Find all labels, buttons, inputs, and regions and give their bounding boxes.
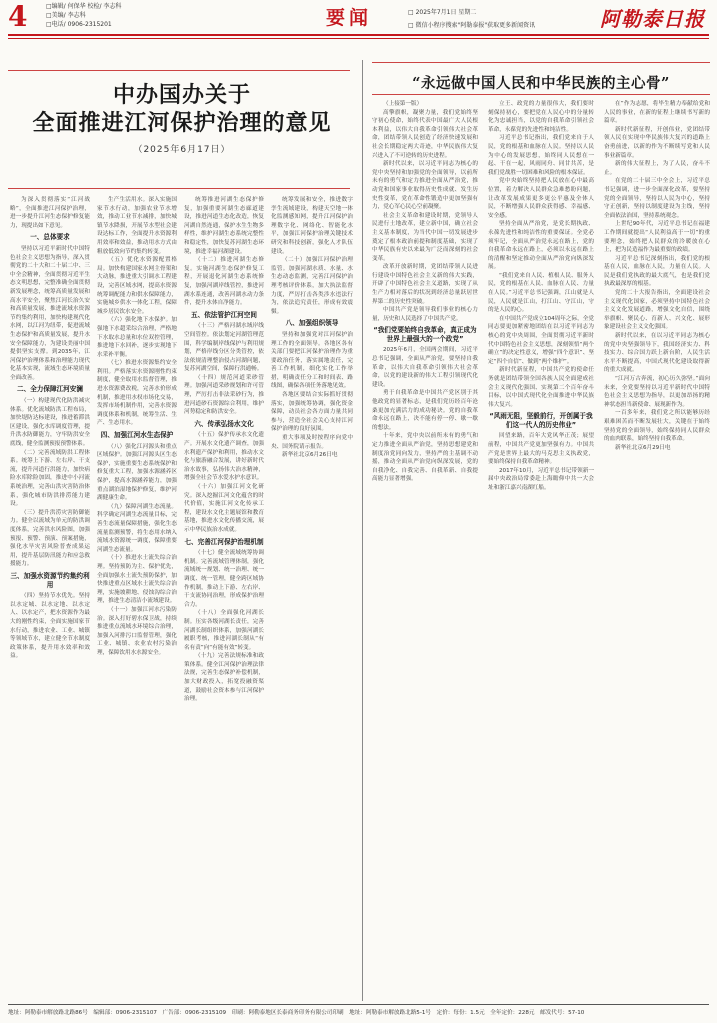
body-paragraph: 新时代以来，以习近平同志为核心的党中央坚持和加强党的全面领导，以前所未有的勇气和定力推进全面从严治党，推动党和国家事业取得历史性成就、发生历史性变革，党在革命性锻造中更加坚强有力，党心军心民心空前凝聚。 bbox=[372, 161, 478, 211]
article-divider bbox=[362, 60, 363, 1001]
body-paragraph: 为深入贯彻落实“江河战略”，全面推进江河保护治理，进一步提升江河生态保护修复能力，现提出如下意见。 bbox=[10, 197, 90, 229]
body-paragraph: 坚持和加强党对江河保护治理工作的全面领导。各地区各有关部门要把江河保护治理作为重要政治任务，落实属地责任，完善工作机制，细化实化工作举措，明确责任分工和时间表、路线图，确保各项任务落地见效。 bbox=[271, 331, 353, 390]
body-paragraph: 上世纪90年代，习近平总书记在福建工作期间就提出“人民利益高于一切”的重要理念，始终把人民群众的冷暖放在心上，把为民造福作为最重要的政绩。 bbox=[604, 221, 710, 254]
phone-line: □电话/ 0906-2315201 bbox=[46, 21, 112, 28]
body-paragraph: 生产生活用水。深入实施国家节水行动，加强农业节水增效，推动工业节水减排，加快城镇节水降损，开展节水型社会建设达标工作，全面提升水资源利用效率和效益，推动用水方式由粗放低效向节约集约转变。 bbox=[97, 197, 177, 255]
body-paragraph: 十年来，党中央以前所未有的勇气和定力推进全面从严治党，坚持思想建党和制度治党同向发力，坚持严的主基调不动摇，推动全面从严治党向纵深发展，党的自我净化、自我完善、自我革新、自我提高能力显著增强。 bbox=[372, 433, 478, 483]
body-paragraph: （七）推进水资源集约安全利用。严格落实水资源刚性约束制度，健全取用水监督管理，推进水资源费改税，完善水价形成机制，推进用水权市场化交易，发挥市场机制作用，完善水资源调度体系和机制，统筹生活、生产、生态用水。 bbox=[97, 360, 177, 427]
body-paragraph: 习近平总书记深刻指出，我们党的根基在人民，血脉在人民，力量在人民。人民是我们党执政的最大底气，也是我们党执政最深厚的根基。 bbox=[604, 255, 710, 288]
body-paragraph: （十六）加强江河文化研究。深入挖掘江河文化蕴含的时代价值，实施江河文化传承工程，建设水文化主题展馆和教育基地，推进水文化传播交流，展示中华民族治水成就。 bbox=[184, 484, 264, 533]
body-paragraph: （十四）规范河道采砂管理。加强河道采砂规划和许可管理，严厉打击非法采砂行为，推进河道砂石资源综合利用，维护河势稳定和防洪安全。 bbox=[184, 374, 264, 416]
header-rule bbox=[8, 34, 709, 36]
body-paragraph: 党中央始终坚持把人民放在心中最高位置，着力解决人民群众急难愁盼问题，让改革发展成果更多更公平惠及全体人民，不断增强人民群众获得感、幸福感、安全感。 bbox=[488, 178, 594, 219]
body-paragraph: 2017年10月，习近平总书记带领新一届中央政治局常委赴上海瞻仰中共一大会址和浙江嘉兴南湖红船。 bbox=[488, 467, 594, 491]
header-rule-thin bbox=[8, 38, 709, 39]
body-paragraph: 新华社北京6月26日电 bbox=[282, 452, 338, 459]
body-paragraph: 新时代新征程，开创伟业，党团结带领人民在实现中华民族伟大复兴的道路上奋勇前进，以新的作为不断续写党和人民事业新篇章。 bbox=[604, 126, 710, 159]
body-paragraph: 统筹发展和安全，推进数字孪生流域建设，构建天空地一体化监测感知网，提升江河保护治理数字化、网络化、智能化水平，加强江河保护治理关键技术研究和科技创新，强化人才队伍建设。 bbox=[271, 197, 353, 255]
body-paragraph: 在党的二十届三中全会上，习近平总书记强调，进一步全面深化改革，要坚持党的全面领导，坚持以人民为中心，坚持守正创新，坚持以制度建设为主线，坚持全面依法治国，坚持系统观念。 bbox=[604, 178, 710, 219]
body-paragraph: 新的伟大征程上，为了人民，奋斗不止。 bbox=[604, 161, 710, 176]
body-paragraph: 勇于自我革命是中国共产党区别于其他政党的显著标志，是我们党历经百年沧桑更加充满活力的成功秘诀。党的自我革命永远在路上，决不能有停一停、歇一歇的想法。 bbox=[372, 390, 478, 431]
right-title-rule-top bbox=[372, 62, 710, 63]
body-paragraph: 习近平总书记指出，我们党来自于人民，党的根基和血脉在人民。坚持以人民为中心的发展思想，始终同人民想在一起、干在一起，风雨同舟、同甘共苦，是我们党战胜一切困难和风险的根本保证。 bbox=[488, 135, 594, 176]
section-heading: 六、传承弘扬水文化 bbox=[194, 419, 254, 428]
body-paragraph: 中国共产党是领导我们事业的核心力量，历史和人民选择了中国共产党。 bbox=[372, 307, 478, 322]
left-article-headline bbox=[12, 78, 352, 180]
body-paragraph: 党的二十大报告指出，全面建设社会主义现代化国家，必须坚持中国特色社会主义文化发展道路，增强文化自信，围绕举旗帜、聚民心、育新人、兴文化、展形象建设社会主义文化强国。 bbox=[604, 290, 710, 331]
left-article-column-2 bbox=[97, 196, 177, 998]
section-heading: “风雨无阻，坚毅前行，开创属于我们这一代人的历史伟业” bbox=[489, 412, 593, 430]
issue-date: □ 2025年7月1日 星期二 bbox=[408, 9, 477, 16]
right-title-rule-bottom bbox=[372, 94, 710, 95]
body-paragraph: 高擎旗帜，凝聚力量，我们党始终坚守初心使命，始终代表中国最广大人民根本利益，以伟大自我革命引领伟大社会革命，团结带领人民创造了经济快速发展和社会长期稳定两大奇迹，中华民族伟大复兴进入了不可逆转的历史进程。 bbox=[372, 109, 478, 159]
right-article-column-3 bbox=[604, 100, 710, 998]
section-heading: 三、加强水资源节约集约利用 bbox=[10, 571, 90, 589]
body-paragraph: 社会主义革命和建设时期，党领导人民进行土地改革，建立新中国，确立社会主义基本制度，为当代中国一切发展进步奠定了根本政治前提和制度基础，实现了中华民族有史以来最为广泛而深刻的社会变革。 bbox=[372, 212, 478, 262]
left-article-column-3 bbox=[184, 196, 264, 998]
body-paragraph: “江河万古奔流，初心历久弥坚。”面向未来，全党要坚持以习近平新时代中国特色社会主义思想为指导，以更加昂扬的精神状态担当新使命、展现新作为。 bbox=[604, 376, 710, 408]
body-paragraph: 坚持全面从严治党，是党长期执政、永葆先进性和纯洁性的重要保证。全党必须牢记，全面从严治党永远在路上，党的自我革命永远在路上，必须以永远在路上的清醒和坚定推动全面从严治党向纵深发展。 bbox=[488, 221, 594, 271]
newspaper-logo: 阿勒泰日报 bbox=[600, 7, 705, 31]
body-paragraph: （五）优化水资源配置格局。加快构建国家水网主骨架和大动脉，推进重大引调水工程建设，完善区域水网，提高水资源统筹调配能力和供水保障能力，实施城乡供水一体化工程，保障城乡居民饮水安全。 bbox=[97, 257, 177, 315]
left-article-column-1 bbox=[10, 196, 90, 998]
body-paragraph: （二）完善流域防洪工程体系。统筹上下游、左右岸、干支流，提升河道行洪能力，加快病险水库除险加固，推进中小河流系统治理，完善山洪灾害防治体系，强化城市防洪排涝能力建设。 bbox=[10, 449, 90, 508]
body-paragraph: （三）提升洪涝灾害防御能力。健全以流域为单元的防洪调度体系，完善洪水风险图，加强预报、预警、预演、预案措施，强化水旱灾害风险普查成果运用，提升基层防汛能力和应急救援能力。 bbox=[10, 509, 90, 568]
body-paragraph: （上接第一版） bbox=[383, 101, 423, 107]
body-paragraph: 统筹推进河湖生态保护修复，加强重要河湖生态廊道建设，推进河道生态化改造，恢复河湖自然连通，保护水生生物多样性，维护河湖生态系统完整性和稳定性，加快复苏河湖生态环境，推进幸福河湖建设。 bbox=[184, 197, 264, 255]
body-paragraph: 各地区要结合实际抓好贯彻落实，加强统筹协调，强化资金保障，动员社会各方面力量共同参与，营造全社会关心支持江河保护治理的良好氛围。 bbox=[271, 392, 353, 433]
section-heading: “我们党要始终自我革命，真正成为世界上最强大的一个政党” bbox=[373, 326, 477, 344]
section-heading: 八、加强组织领导 bbox=[285, 319, 339, 328]
body-paragraph: 一百多年来，我们党之所以能够历经艰难困苦而不断发展壮大，关键在于始终坚持党的全面领导，始终保持同人民群众的血肉联系，始终坚持自我革命。 bbox=[604, 410, 710, 443]
body-paragraph: 在”作为志愿，将毕生精力奉献给党和人民的事业，在新的征程上继续书写新的篇章。 bbox=[604, 101, 710, 125]
section-heading: 一、总体要求 bbox=[30, 233, 70, 242]
body-paragraph: 新华社北京6月29日电 bbox=[615, 444, 671, 451]
body-paragraph: （十九）完善法规标准和政策体系。健全江河保护治理法律法规，完善生态保护补偿机制，加大财政投入，拓宽投融资渠道，鼓励社会资本参与江河保护治理。 bbox=[184, 653, 264, 703]
title-rule-bottom bbox=[8, 188, 350, 189]
body-paragraph: （十）推进水土流失综合治理。坚持预防为主、保护优先，全面加强水土流失预防保护，加快推进重点区域水土流失综合治理，实施坡耕地、侵蚀沟综合治理，推进生态清洁小流域建设。 bbox=[97, 555, 177, 605]
miniprogram-note: □ 微信小程序搜索"阿勒泰报"获取更多新闻资讯 bbox=[408, 22, 536, 29]
body-paragraph: （八）强化江河源头和重点区域保护。加强江河源头区生态保护，实施重要生态系统保护和修复重大工程，加强水源涵养区保护，提高水源涵养能力，加强重点湖泊湿地保护修复，维护河湖健康生命。 bbox=[97, 443, 177, 502]
right-article-column-1 bbox=[372, 100, 478, 998]
body-paragraph: （二十）加强江河保护治理监管。加强河湖水质、水量、水生态动态监测，完善江河保护治理考核评价体系，加大执法监督力度，严厉打击各类涉水违法行为，依法追究责任，形成有效震慑。 bbox=[271, 257, 353, 315]
body-paragraph: （一）构建现代化防洪减灾体系。优化流域防洪工程布局，加快堤防达标建设，推进蓄滞洪区建设，强化水库调度管理，提升洪水防御能力，守牢防洪安全底线，健全监测预报预警体系。 bbox=[10, 398, 90, 448]
editor-line: □编辑/ 何保华 校检/ 李志科 bbox=[46, 3, 122, 10]
body-paragraph: （十三）严格河湖水域岸线空间管控。依法划定河湖管理范围，科学编制岸线保护与利用规划，严格岸线分区分类管控，依法依规清理整治侵占河湖问题，复苏河湖空间，保障行洪通畅。 bbox=[184, 323, 264, 373]
title-rule-top bbox=[8, 70, 350, 71]
section-heading: 二、全力保障江河安澜 bbox=[17, 385, 83, 394]
body-paragraph: 重大事项及时按程序向党中央、国务院请示报告。 bbox=[271, 435, 353, 450]
body-paragraph: （十七）健全流域统筹协调机制。完善流域管理体制，强化流域统一规划、统一治理、统一调度、统一管理，健全跨区域协作机制，推动上下游、左右岸、干支流协同治理，形成保护治理合力。 bbox=[184, 550, 264, 608]
designer-line: □美编/ 李志科 bbox=[46, 12, 86, 19]
body-paragraph: 2025年6月，全国两会期间，习近平总书记强调，全面从严治党，要坚持自我革命，以伟大自我革命引领伟大社会革命，以党的建设新的伟大工程引领现代化建设。 bbox=[372, 347, 478, 388]
body-paragraph: 新时代新征程，中国共产党的使命任务就是团结带领全国各族人民全面建成社会主义现代化强国、实现第二个百年奋斗目标，以中国式现代化全面推进中华民族伟大复兴。 bbox=[488, 367, 594, 408]
section-heading: 七、完善江河保护治理机制 bbox=[184, 537, 264, 546]
page-number: 4 bbox=[8, 0, 28, 33]
body-paragraph: （四）坚持节水优先。坚持以水定城、以水定地、以水定人、以水定产，把水资源作为最大的刚性约束，全面实施国家节水行动，推进农业、工业、城镇等领域节水，建立健全节水制度政策体系，提升用水效率和效益。 bbox=[10, 593, 90, 660]
right-article-column-2 bbox=[488, 100, 594, 998]
document-date: （2025年6月17日） bbox=[133, 145, 231, 155]
section-heading: 四、加强江河水生态保护 bbox=[100, 431, 174, 440]
body-paragraph: 改革开放新时期，党团结带领人民进行建设中国特色社会主义新的伟大实践，开辟了中国特色社会主义道路，实现了从生产力相对落后的状况到经济总量跃居世界第二的历史性突破。 bbox=[372, 264, 478, 305]
right-article-headline: “永远做中国人民和中华民族的主心骨” bbox=[412, 75, 670, 92]
footer-imprint: 地址：阿勒泰市解放路北路86号 编辑部：0906-2315107 广告部：0906-2315109 印刷：阿勒泰地区长泰商务印务有限公司印刷 地址：阿勒泰市解放路北路5-1号 定价：每份：1.5元 全年定价：228元 邮发代号：57-10 bbox=[8, 1010, 585, 1016]
footer-rule bbox=[8, 1004, 709, 1005]
page-header bbox=[0, 0, 717, 34]
body-paragraph: 立王、政党的力量很伟大，我们要时刻保持初心，要把党在人民心中的分量转化为忠诚担当，以党的自我革命引领社会革命，永葆党的先进性和纯洁性。 bbox=[488, 101, 594, 133]
body-paragraph: 在中国共产党成立104周年之际，全党同志要更加紧密地团结在以习近平同志为核心的党中央周围，全面贯彻习近平新时代中国特色社会主义思想，深刻领悟“两个确立”的决定性意义，增强“四个意识”、坚定“四个自信”、做到“两个维护”。 bbox=[488, 315, 594, 365]
headline-line-1: 中办国办关于 bbox=[112, 82, 251, 108]
body-paragraph: “我们党来自人民、植根人民、服务人民，党的根基在人民、血脉在人民、力量在人民。”习近平总书记强调，江山就是人民，人民就是江山，打江山、守江山，守的是人民的心。 bbox=[488, 272, 594, 314]
body-paragraph: 坚持以习近平新时代中国特色社会主义思想为指导，深入贯彻党的二十大和二十届二中、三中全会精神，全面贯彻习近平生态文明思想，完整准确全面贯彻新发展理念，统筹高质量发展和高水平安全，聚焦江河长治久安和高质量发展，推进流域水资源节约集约利用，加快构建现代化水网，以江河为纽带，促进流域生态保护和高质量发展，提升水安全保障能力，为建设美丽中国提供坚实支撑。到2035年，江河保护治理体系和治理能力现代化基本实现，流域生态环境质量全面改善。 bbox=[10, 245, 90, 381]
body-paragraph: （十五）保护传承水文化遗产。开展水文化遗产调查，加强水利遗产保护和利用，推动水文化与旅游融合发展，讲好新时代治水故事，弘扬伟大治水精神，增强全社会节水爱水护水意识。 bbox=[184, 432, 264, 482]
body-paragraph: （九）保障河湖生态流量。科学确定河湖生态流量目标，完善生态流量保障措施，强化生态流量监测预警，将生态用水纳入流域水资源统一调度，保障重要河湖生态流量。 bbox=[97, 503, 177, 553]
body-paragraph: （十二）推进河湖生态修复。实施河湖生态保护修复工程，开展退化河湖生态系统修复，加强河湖岸线管控，推进河湖水系连通，改善河湖水动力条件，提升水体自净能力。 bbox=[184, 257, 264, 307]
body-paragraph: 回望来路，百年大党风华正茂；展望前程，中国共产党更加坚强有力。中国共产党是世界上最大的马克思主义执政党，要始终保持自我革命精神。 bbox=[488, 433, 594, 466]
headline-line-2: 全面推进江河保护治理的意见 bbox=[32, 110, 332, 136]
body-paragraph: （十一）加强江河水污染防治。深入打好碧水保卫战，持续推进重点流域水环境综合治理，加强入河排污口监督管理，强化工业、城镇、农业农村污染治理，保障饮用水水源安全。 bbox=[97, 606, 177, 656]
body-paragraph: 新时代以来，在以习近平同志为核心的党中央坚强领导下，我国经济实力、科技实力、综合国力跃上新台阶，人民生活水平不断提高，中国式现代化建设取得新的重大成就。 bbox=[604, 333, 710, 374]
left-article-column-4 bbox=[271, 196, 353, 998]
body-paragraph: （十八）全面强化河湖长制。压实各级河湖长责任，完善河湖长制组织体系，加强河湖长履职考核，推进河湖长制从“有名有责”向“有能有效”转变。 bbox=[184, 610, 264, 651]
section-heading: 五、依法管护江河空间 bbox=[191, 310, 257, 319]
body-paragraph: （六）强化地下水保护。加强地下水超采综合治理，严格地下水取水总量和水位双控管理，推进地下水回补，逐步实现地下水采补平衡。 bbox=[97, 317, 177, 358]
section-title: 要闻 bbox=[326, 7, 373, 29]
